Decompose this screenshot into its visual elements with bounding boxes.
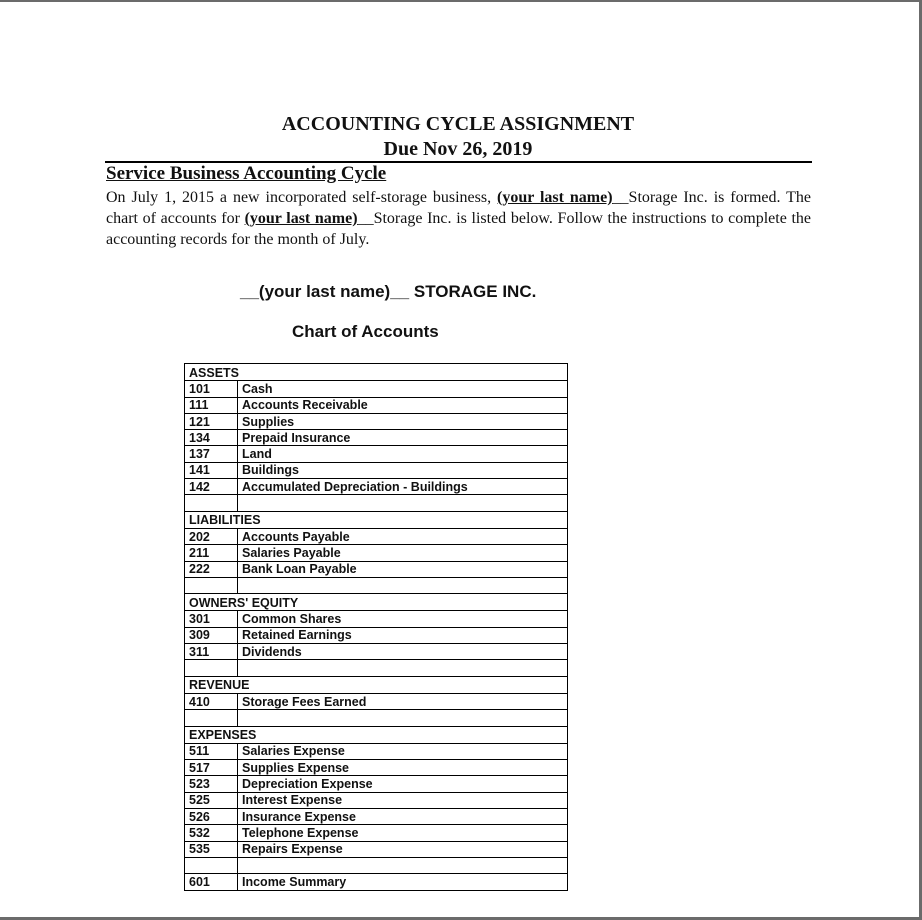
account-number: 601 — [185, 874, 238, 890]
spacer-cell — [238, 577, 568, 593]
account-name: Retained Earnings — [238, 627, 568, 643]
account-number: 142 — [185, 479, 238, 495]
section-heading: OWNERS' EQUITY — [185, 594, 568, 611]
account-name: Buildings — [238, 462, 568, 478]
account-name: Income Summary — [238, 874, 568, 890]
account-name: Bank Loan Payable — [238, 561, 568, 577]
account-name: Salaries Payable — [238, 545, 568, 561]
spacer-cell — [238, 710, 568, 726]
account-name: Accounts Payable — [238, 528, 568, 544]
account-number: 535 — [185, 841, 238, 857]
account-number: 211 — [185, 545, 238, 561]
account-row — [185, 413, 568, 429]
section-heading: REVENUE — [185, 676, 568, 693]
spacer-row — [185, 660, 568, 676]
spacer-row — [185, 577, 568, 593]
section-heading-row — [185, 511, 568, 528]
account-name: Dividends — [238, 644, 568, 660]
account-row — [185, 809, 568, 825]
account-name: Insurance Expense — [238, 809, 568, 825]
spacer-row — [185, 710, 568, 726]
account-name: Supplies — [238, 413, 568, 429]
account-name: Depreciation Expense — [238, 776, 568, 792]
intro-text-2: __Storage Inc. is formed. The chart of accounts for — [106, 189, 811, 227]
spacer-cell — [185, 660, 238, 676]
account-number: 517 — [185, 760, 238, 776]
spacer-cell — [185, 710, 238, 726]
account-name: Interest Expense — [238, 792, 568, 808]
account-row — [185, 874, 568, 890]
account-row — [185, 743, 568, 759]
account-name: Accounts Receivable — [238, 397, 568, 413]
account-row — [185, 446, 568, 462]
account-number: 511 — [185, 743, 238, 759]
account-row — [185, 381, 568, 397]
placeholder-name-2: (your last name) — [244, 210, 358, 227]
spacer-cell — [185, 495, 238, 511]
account-row — [185, 760, 568, 776]
chart-of-accounts-table — [184, 363, 568, 891]
account-number: 410 — [185, 693, 238, 709]
account-name: Repairs Expense — [238, 841, 568, 857]
account-row — [185, 776, 568, 792]
section-title: Service Business Accounting Cycle — [106, 163, 387, 184]
intro-paragraph — [106, 187, 811, 250]
account-row — [185, 528, 568, 544]
spacer-cell — [238, 660, 568, 676]
account-number: 301 — [185, 611, 238, 627]
account-row — [185, 693, 568, 709]
account-name: Telephone Expense — [238, 825, 568, 841]
account-row — [185, 397, 568, 413]
account-number: 309 — [185, 627, 238, 643]
account-number: 525 — [185, 792, 238, 808]
account-name: Common Shares — [238, 611, 568, 627]
account-number: 311 — [185, 644, 238, 660]
section-heading: LIABILITIES — [185, 511, 568, 528]
spacer-cell — [185, 577, 238, 593]
account-name: Cash — [238, 381, 568, 397]
account-row — [185, 825, 568, 841]
spacer-cell — [238, 495, 568, 511]
account-number: 141 — [185, 462, 238, 478]
account-number: 523 — [185, 776, 238, 792]
account-row — [185, 462, 568, 478]
account-row — [185, 611, 568, 627]
account-row — [185, 479, 568, 495]
chart-of-accounts-body — [185, 364, 568, 891]
company-name: __(your last name)__ STORAGE INC. — [240, 282, 537, 301]
section-heading: EXPENSES — [185, 726, 568, 743]
account-number: 111 — [185, 397, 238, 413]
spacer-cell — [238, 857, 568, 873]
section-heading-row — [185, 726, 568, 743]
account-number: 222 — [185, 561, 238, 577]
intro-text-1: On July 1, 2015 a new incorporated self-storage business, — [106, 189, 497, 206]
intro-text-3: __Storage Inc. is listed below. Follow the instructions to complete the accounting records for the month of July. — [106, 210, 812, 248]
account-row — [185, 430, 568, 446]
account-name: Land — [238, 446, 568, 462]
section-heading-row — [185, 364, 568, 381]
page-title: ACCOUNTING CYCLE ASSIGNMENT — [281, 113, 635, 135]
account-name: Accumulated Depreciation - Buildings — [238, 479, 568, 495]
spacer-cell — [185, 857, 238, 873]
spacer-row — [185, 495, 568, 511]
account-number: 532 — [185, 825, 238, 841]
account-number: 134 — [185, 430, 238, 446]
account-row — [185, 561, 568, 577]
account-number: 526 — [185, 809, 238, 825]
window-top-border — [0, 0, 922, 2]
account-name: Salaries Expense — [238, 743, 568, 759]
spacer-row — [185, 857, 568, 873]
account-row — [185, 545, 568, 561]
placeholder-name-1: (your last name) — [497, 189, 613, 206]
account-row — [185, 644, 568, 660]
account-name: Supplies Expense — [238, 760, 568, 776]
account-row — [185, 627, 568, 643]
account-row — [185, 792, 568, 808]
account-number: 101 — [185, 381, 238, 397]
section-heading-row — [185, 676, 568, 693]
account-name: Prepaid Insurance — [238, 430, 568, 446]
account-name: Storage Fees Earned — [238, 693, 568, 709]
section-heading-row — [185, 594, 568, 611]
account-row — [185, 841, 568, 857]
account-number: 121 — [185, 413, 238, 429]
chart-of-accounts-title: Chart of Accounts — [292, 322, 439, 341]
account-number: 202 — [185, 528, 238, 544]
due-date: Due Nov 26, 2019 — [383, 138, 533, 160]
account-number: 137 — [185, 446, 238, 462]
section-heading: ASSETS — [185, 364, 568, 381]
